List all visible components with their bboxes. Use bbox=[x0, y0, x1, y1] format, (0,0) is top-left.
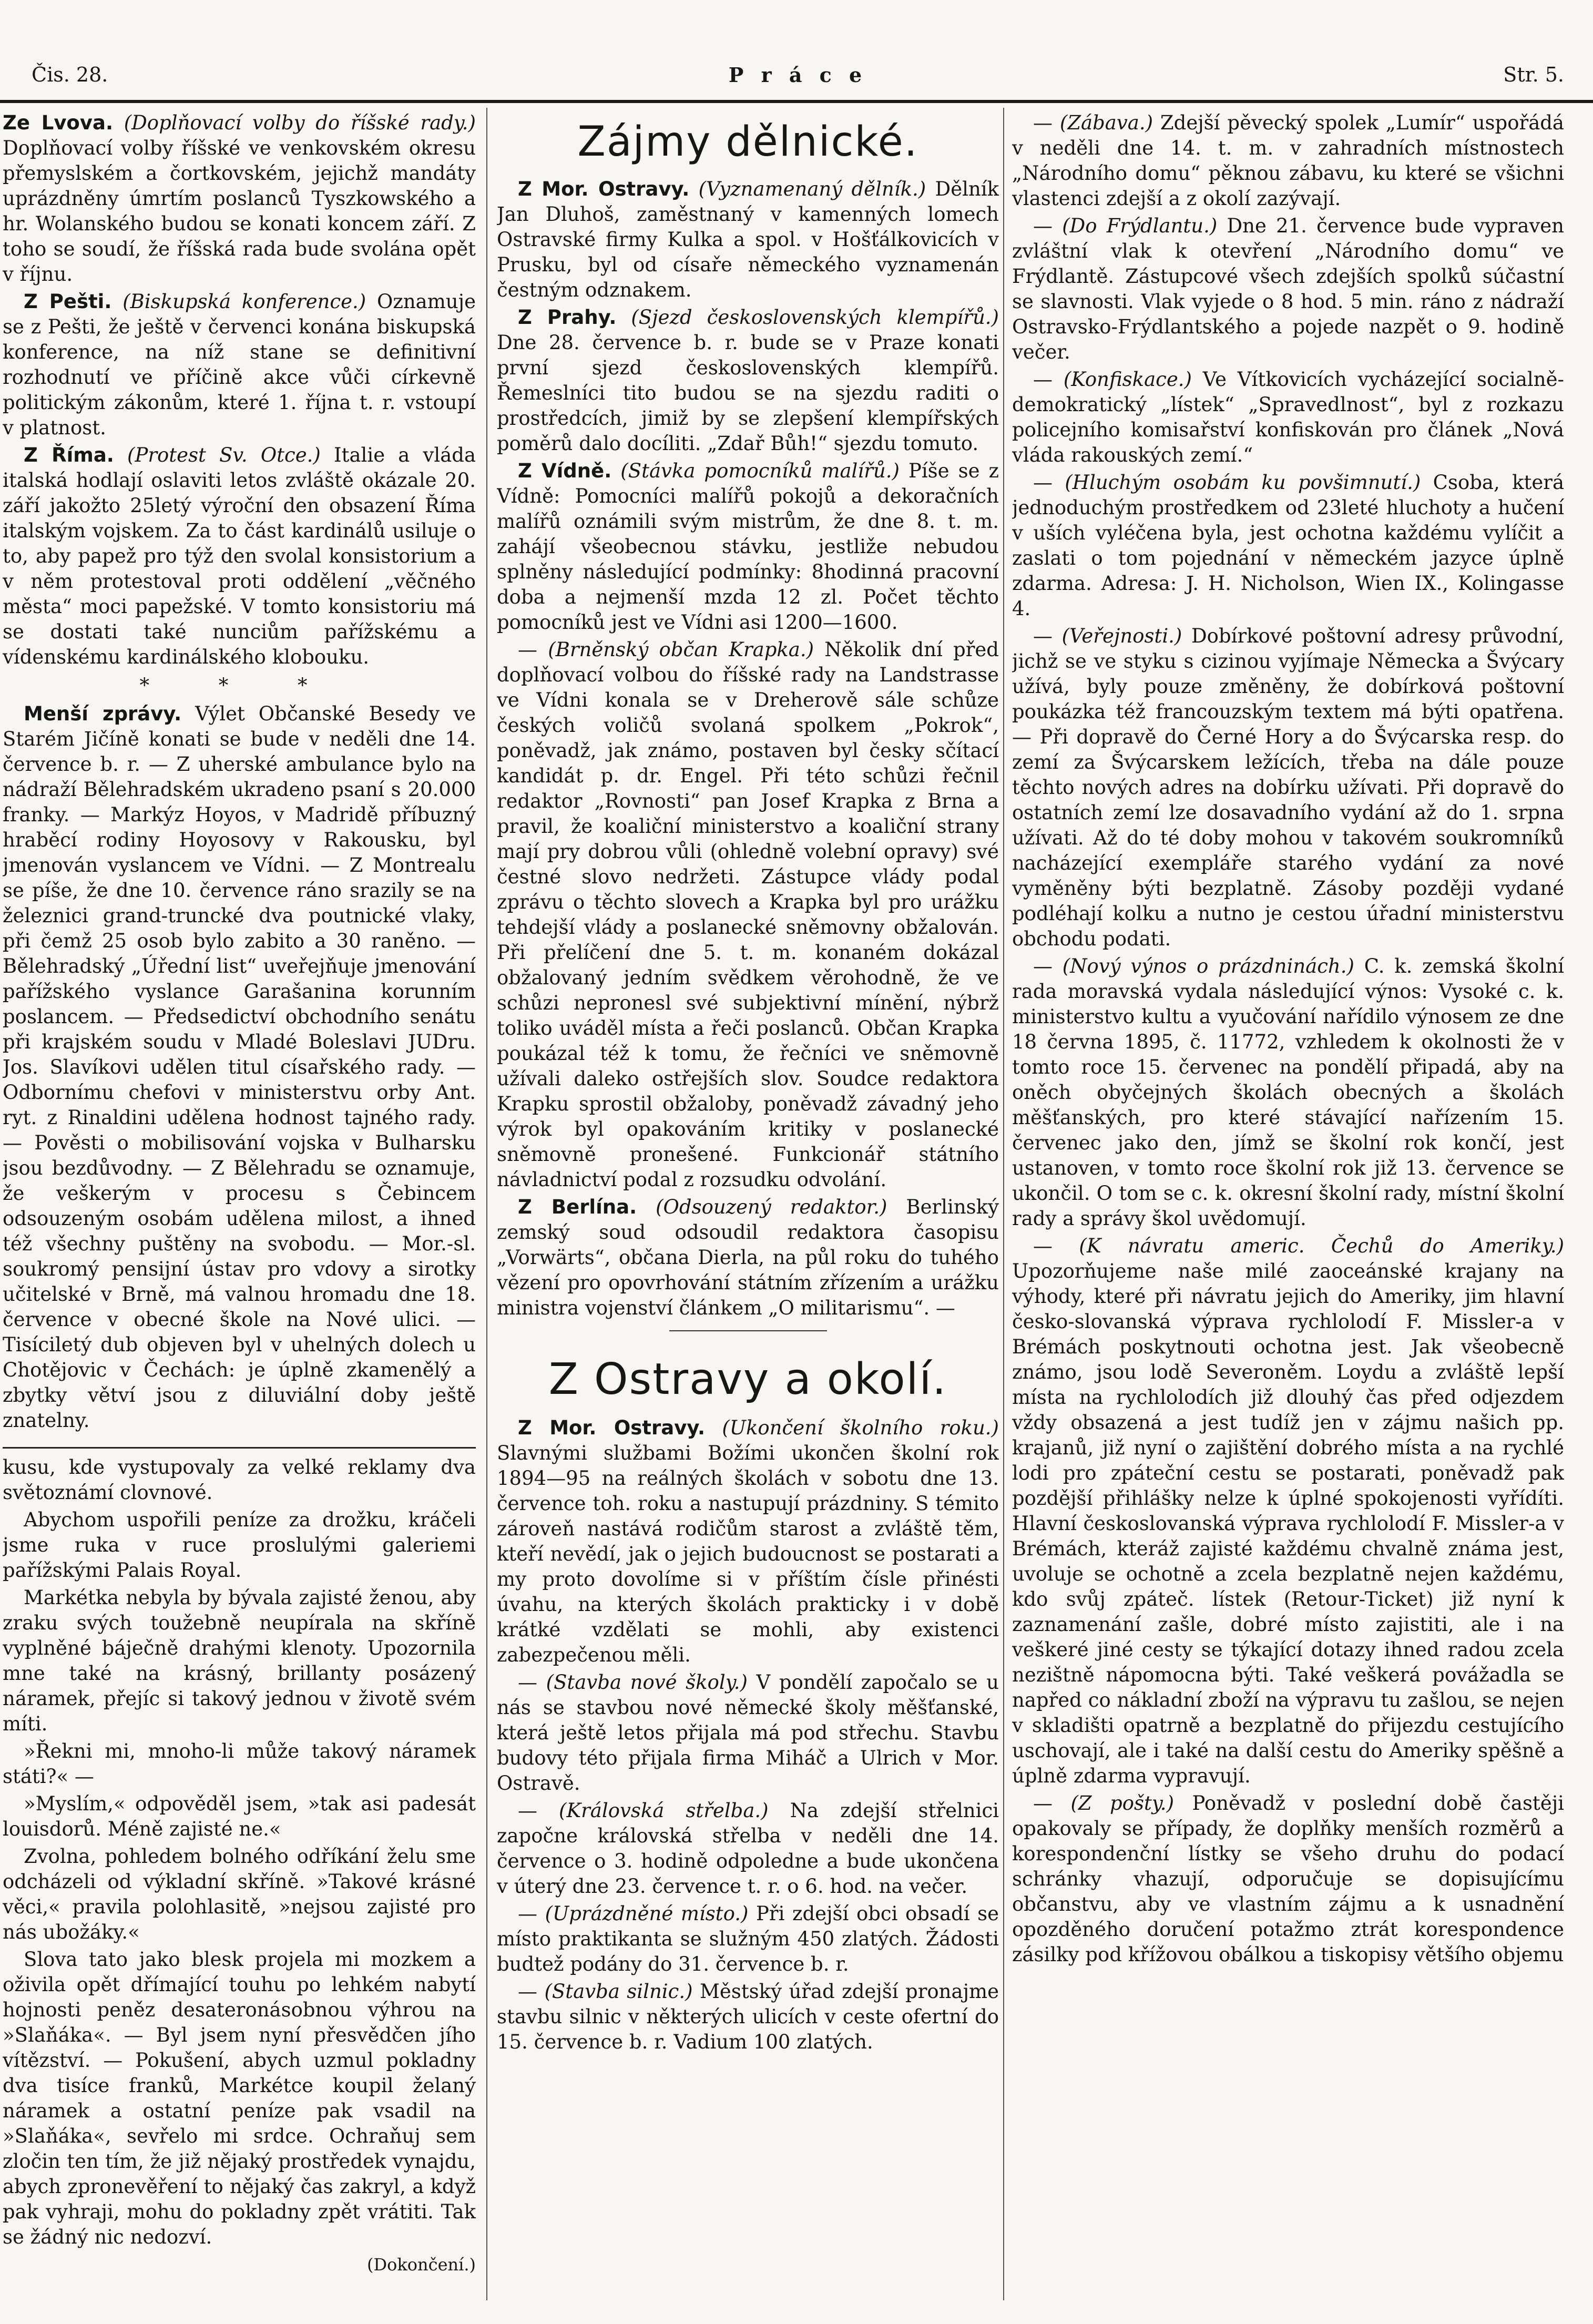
article-vyznamenany: Z Mor. Ostravy. (Vyznamenaný dělník.) Dělník Jan Dluhoš, zaměstnaný v kamenných lomech Ostravské firmy Kulka a spol. v Hošťálkovicích v Prusku, byl od císaře německého vyznamenán čestným odznakem. bbox=[497, 178, 999, 301]
masthead-title: P r á c e bbox=[728, 63, 867, 87]
feuilleton-paragraph: »Řekni mi, mnoho-li může takový náramek státi?« — bbox=[3, 1740, 476, 1788]
article-verejnosti: — (Veřejnosti.) Dobírkové poštovní adresy průvodní, jichž se ve styku s cizinou vyjímaje Německa a Švýcary užívá, byly pouze změněny, že dobírková poštovní poukázka též francouzským textem má býti opatřena. — Při dopravě do Černé Hory a do Švýcarska resp. do zemí za Švýcarskem ležících, třeba na dále pouze těchto nových adres na dobírku užívati. Při dopravě do ostatních zemí lze dosavadního vydání až do 1. srpna užívati. Až do té doby mohou v takovém soukromníků nacházející exempláře starého vydání za nové vyměněny býti bezplatně. Zásoby později vydané podléhají kolku a nutno je cestou úřadní ministerstvu obchodu podati. bbox=[1012, 625, 1564, 950]
article-strelba: — (Královská střelba.) Na zdejší střelnici započne královská střelba v neděli dne 14. července o 3. hodině odpoledne a bude ukončena v úterý dne 23. července t. r. o 6. hod. na večer. bbox=[497, 1799, 999, 1898]
feuilleton-paragraph: Markétka nebyla by bývala zajisté ženou, aby zraku svých toužebně neupírala na skříně vyplněné báječně drahými klenoty. Upozornila mne také na krásný, brillanty posázený náramek, přejíc si takový jednou v životě svém míti. bbox=[3, 1586, 476, 1735]
column-3 bbox=[1012, 110, 1564, 2308]
section-title-zajmy: Zájmy dělnické. bbox=[577, 118, 918, 166]
page-header bbox=[32, 63, 1564, 95]
column-rule bbox=[486, 108, 487, 2300]
article-posty: — (Z pošty.) Poněvadž v poslední době častěji opakovaly se případy, že doplňky menších rozměrů a korespondenční lístky se všeho druhu do podací schránky vhazují, odporučuje se dopisujícímu občanstvu, aby ve vlastním zájmu a k usnadnění opozděného doručení potažmo ztrát korespondence zásilky pod křížovou obálkou a tiskopisy většího objemu bbox=[1012, 1792, 1564, 1966]
article-ukonceni: Z Mor. Ostravy. (Ukončení školního roku.) Slavnými službami Božími ukončen školní rok 1894—95 na reálných školách v sobotu dne 13. července toh. roku a nastupují prázdniny. S témito zároveň nastává rodičům starost a zvláště těm, kteří nevědí, jak o jejich budoucnost se postarati a my proto dovolíme si v příštím čísle přinésti úvahu, na kterých školách prakticky i v době krátké vzdělati se mohli, aby existenci zabezpečenou měli. bbox=[497, 1416, 999, 1666]
article-misto: — (Uprázdněné místo.) Při zdejší obci obsadí se místo praktikanta se služným 450 zlatých. Žádosti budtež podány do 31. července b. r. bbox=[497, 1902, 999, 1975]
article-rima: Z Říma. (Protest Sv. Otce.) Italie a vláda italská hodlají oslaviti letos zvláště okázale 20. září jakožto 25letý výroční den obsazení Říma italským vojskem. Za to část kardinálů usiluje o to, aby papež pro týž den svolal konsistorium a v něm protestoval proti oddělení „věčného města“ moci papežské. V tomto konsistoriu má se dostati také nunciům pařížskému a vídenskému kardinálského klobouku. bbox=[3, 444, 476, 668]
column-1 bbox=[3, 110, 476, 2308]
article-stavba-skoly: — (Stavba nové školy.) V pondělí započalo se u nás se stavbou nové německé školy měšťanské, která ještě letos přijala má pod střechu. Stavbu budovy této přijala firma Miháč a Ulrich v Mor. Ostravě. bbox=[497, 1671, 999, 1795]
column-2 bbox=[497, 110, 999, 2308]
article-mensi-zpravy: Menší zprávy. Výlet Občanské Besedy ve Starém Jičíně konati se bude v neděli dne 14. července b. r. — Z uherské ambulance bylo na nádraží Bělehradském ukradeno psaní s 20.000 franky. — Markýz Hoyos, v Madridě příbuzný hraběcí rodiny Hoyosovy v Rakousku, byl jmenován vyslancem ve Vídni. — Z Montrealu se píše, že dne 10. července ráno srazily se na železnici grand-truncké dva poutnické vlaky, při čemž 25 osob bylo zabito a 30 raněno. — Bělehradský „Úřední list“ uveřejňuje jmenování pařížského vyslance Garašanina korunním poslancem. — Předsedictví obchodního senátu při krajském soudu v Mladé Boleslavi JUDru. Jos. Slavíkovi udělen titul císařského rady. — Odbornímu chefovi v ministerstvu orby Ant. ryt. z Rinaldini udělena hodnost tajného rady. — Pověsti o mobilisování vojska v Bulharsku jsou bezdůvodny. — Z Bělehradu se oznamuje, že veškerým v procesu s Čebincem odsouzeným osobám udělena milost, a ihned též všechny puštěny na svobodu. — Mor.-sl. soukromý pensijní ústav pro vdovy a sirotky učitelské v Brně, má valnou hromadu dne 18. července v obecné škole na Nové ulici. — Tisíciletý dub objeven byl v uhelných dolech u Chotějovic v Čechách: je úplně zkamenělý a zbytky větví jsou z diluviální doby ještě znatelny. bbox=[3, 702, 476, 1432]
article-vidne: Z Vídně. (Stávka pomocníků malířů.) Píše se z Vídně: Pomocníci malířů pokojů a dekoračních malířů oznámili svým mistrům, že dne 8. t. m. zahájí všeobecnou stávku, jestliže nebudou splněny následující podmínky: 8hodinná pracovní doba a nejmenší mzda 12 zl. Počet těchto pomocníků jest ve Vídni asi 1200—1600. bbox=[497, 460, 999, 634]
page-number: Str. 5. bbox=[1503, 63, 1564, 86]
article-berlina: Z Berlína. (Odsouzený redaktor.) Berlinský zemský soud odsoudil redaktora časopisu „Vorwärts“, občana Dierla, na půl roku do tuhého vězení pro opovrhování státním zřízením a urážku ministra vojenství článkem „O militarismu“. — bbox=[497, 1196, 999, 1319]
article-vynos: — (Nový výnos o prázdninách.) C. k. zemská školní rada moravská vydala následující výnos: Vysoké c. k. ministerstvo kultu a vyučování nařídilo výnosem ze dne 18 června 1895, č. 11772, vzhledem k okolnosti že v tomto roce 15. červenec na pondělí připadá, aby na oněch obyčejných školách obecných a školách měšťanských, pro které stávající nařízením 15. červenec jako den, jímž se školní rok končí, jest ustanoven, v tomto roce školní rok již 13. července se ukončil. O tom se c. k. okresní školní rady, místní školní rady a správy škol uvědomují. bbox=[1012, 955, 1564, 1230]
feuilleton-rule bbox=[3, 1435, 476, 1449]
section-divider bbox=[669, 1330, 827, 1331]
article-prahy: Z Prahy. (Sjezd československých klempířů.) Dne 28. července b. r. bude se v Praze konati první sjezd československých klempířů. Řemeslníci tito budou se na sjezdu raditi o prostředcích, jimiž by se zlepšení klempířských poměrů dalo docíliti. „Zdař Bůh!“ sjezdu tomuto. bbox=[497, 306, 999, 455]
header-rule bbox=[0, 100, 1593, 103]
issue-number: Čis. 28. bbox=[32, 63, 108, 86]
feuilleton-paragraph: »Myslím,« odpověděl jsem, »tak asi padesát louisdorů. Méně zajisté ne.« bbox=[3, 1792, 476, 1840]
article-hluchym: — (Hluchým osobám ku povšimnutí.) Csoba, která jednoduchým prostředkem od 23leté hluchoty a hučení v uších vyléčena byla, jest ochotna každému vylíčit a zaslati o tom pojednání v německém jazyce úplně zdarma. Adresa: J. H. Nicholson, Wien IX., Kolingasse 4. bbox=[1012, 471, 1564, 620]
feuilleton-continued: (Dokončení.) bbox=[366, 2255, 476, 2275]
feuilleton-paragraph: kusu, kde vystupovaly za velké reklamy dva světoznámí clovnové. bbox=[3, 1456, 476, 1504]
article-pesti: Z Pešti. (Biskupská konference.) Oznamuje se z Pešti, že ještě v červenci konána biskupská konference, na níž stane se definitivní rozhodnutí ve příčině akce vůči církevně politickým zákonům, které 1. října t. r. vstoupí v platnost. bbox=[3, 290, 476, 439]
article-navratu: — (K návratu americ. Čechů do Ameriky.) Upozorňujeme naše milé zaoceánské krajany na výhody, které při návratu jejich do Ameriky, jim hlavní česko-slovanská výprava rychlolodí F. Missler-a v Brémách poskytnouti ochotna jest. Jak všeobecně známo, jsou lodě Severoněm. Loydu a zvláště lepší místa na rychlolodích již dlouhý čas před odjezdem vždy obsazená a jest tudíž jen v zájmu našich pp. krajanů, již nyní o zajištění dobrého místa a na rychlé lodi pro zpáteční cestu se postarati, poněvadž pak pozdější přihlášky nelze k úplné spokojenosti vyřídíti. Hlavní českoslovanská výprava rychlolodí F. Missler-a v Brémách, kteráž zajisté každému chvalně známa jest, uvoluje se ochotně a zcela bezplatně nejen každému, kdo svůj zpáteč. lístek (Retour-Ticket) již nyní k zaznamenání zašle, dobré místo zajistiti, ale i na veškeré jiné cesty se týkající dotazy ihned radou zcela nezištně nápomocna býti. Také veškerá povážadla se napřed co nákladní zboží na výpravu tu zašlou, se nejen v skladišti opatrně a bezplatně do přijezdu cestujícího uschovají, ale i také na další cestu do Ameriky spěšně a úplně zdarma vypravují. bbox=[1012, 1235, 1564, 1787]
column-rule bbox=[1003, 108, 1004, 2300]
separator-stars: * * * bbox=[139, 674, 339, 697]
article-lvova: Ze Lvova. (Doplňovací volby do říšské rady.) Doplňovací volby říšské ve venkovském okresu přemyslském a čortkovském, jejichž mandáty uprázdněny úmrtím poslanců Tyszkowského a hr. Wolanského budou se konati koncem září. Z toho se soudí, že říšská rada bude svolána opět v říjnu. bbox=[3, 111, 476, 286]
article-silnic: — (Stavba silnic.) Městský úřad zdejší pronajme stavbu silnic v některých ulicích v ceste ofertní do 15. července b. r. Vadium 100 zlatých. bbox=[497, 1980, 999, 2053]
feuilleton-paragraph: Slova tato jako blesk projela mi mozkem a oživila opět dřímající touhu po lehkém nabytí hojnosti peněz desateronásobnou výhrou na »Slaňáka«. — Byl jsem nyní přesvědčen jího vítězství. — Pokušení, abych uzmul pokladny dva tisíce franků, Markétce koupil želaný náramek a ostatní peníze pak vsadil na »Slaňáka«, sevřelo mi srdce. Ochraňuj sem zločin ten tím, že již nějaký prostředek vynajdu, abych zpronevěření to nějaký čas zakryl, a když pak vyhraji, mohu do pokladny zpět vrátiti. Tak se žádný nic nedozví. bbox=[3, 1948, 476, 2248]
article-frydlant: — (Do Frýdlantu.) Dne 21. července bude vypraven zvláštní vlak k otevření „Národního domu“ ve Frýdlantě. Zástupcové všech zdejších spolků súčastní se slavnosti. Vlak vyjede o 8 hod. 5 min. ráno z nádraží Ostravsko-Frýdlantského a pojede nazpět o 9. hodině večer. bbox=[1012, 215, 1564, 363]
section-title-ostrava: Z Ostravy a okolí. bbox=[548, 1354, 947, 1404]
article-zabava: — (Zábava.) Zdejší pěvecký spolek „Lumír“ uspořádá v neděli dne 14. t. m. v zahradních místnostech „Národního domu“ pěknou zábavu, ku které se všichni vlastenci zdejší a z okolí zazývají. bbox=[1012, 111, 1564, 210]
article-brnensky: — (Brněnský občan Krapka.) Několik dní před doplňovací volbou do říšské rady na Landstrasse ve Vídni konala se v Dreherově sále schůze českých voličů svolaná spolkem „Pokrok“, poněvadž, jak známo, postaven byl česky sčítací kandidát p. dr. Engel. Při této schůzi řečnil redaktor „Rovnosti“ pan Josef Krapka z Brna a pravil, že koaliční ministerstvo a koaliční strany mají pry dobrou vůli (ohledně volební opravy) své čestné slovo nedržeti. Zástupce vlády podal zprávu o těchto slovech a Krapka byl pro urážku tehdejší vlády a poslanecké sněmovny obžalován. Při přelíčení dne 5. t. m. konaném dokázal obžalovaný jedním svědkem věrohodně, že ve schůzi nepronesl své subjektivní mínění, nýbrž toliko uváděl místa a řeči poslanců. Občan Krapka poukázal též k tomu, že řečníci ve sněmovně užívali daleko ostřejších slov. Soudce redaktora Krapku sprostil obžaloby, poněvadž závadný jeho výrok byl opakováním kritiky v poslanecké sněmovně pronešené. Funkcionář státního návladnictví podal z rozsudku odvolání. bbox=[497, 638, 999, 1191]
article-konfiskace: — (Konfiskace.) Ve Vítkovicích vycházející socialně-demokratický „lístek“ „Spravedlnost“, byl z rozkazu policejního komisařství konfiskován pro článek „Nová vláda rakouských zemí.“ bbox=[1012, 368, 1564, 466]
feuilleton-paragraph: Zvolna, pohledem bolného odříkání želu sme odcházeli od výkladní skříně. »Takové krásné věci,« pravila polohlasitě, »nejsou zajisté pro nás ubožáky.« bbox=[3, 1845, 476, 1943]
feuilleton-paragraph: Abychom uspořili peníze za drožku, kráčeli jsme ruka v ruce proslulými galeriemi pařížskými Palais Royal. bbox=[3, 1508, 476, 1582]
